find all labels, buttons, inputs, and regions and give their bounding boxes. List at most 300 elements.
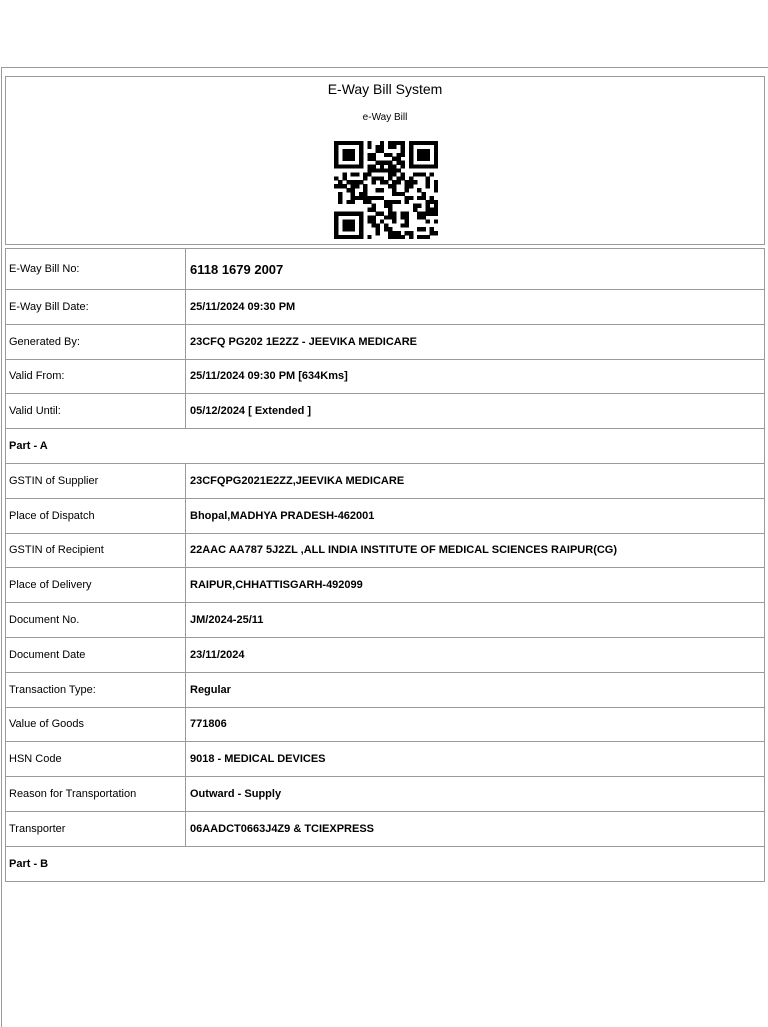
qr-module bbox=[396, 161, 400, 165]
qr-module bbox=[388, 208, 392, 212]
qr-module bbox=[342, 149, 346, 153]
qr-module bbox=[417, 141, 421, 145]
qr-module bbox=[334, 141, 338, 145]
qr-module bbox=[334, 219, 338, 223]
qr-module bbox=[388, 172, 392, 176]
qr-module bbox=[409, 157, 413, 161]
qr-module bbox=[376, 168, 380, 172]
qr-module bbox=[401, 223, 405, 227]
qr-module bbox=[388, 184, 392, 188]
qr-module bbox=[421, 227, 425, 231]
qr-module bbox=[434, 212, 438, 216]
gstin-recipient-label: GSTIN of Recipient bbox=[6, 533, 186, 568]
table-row bbox=[6, 324, 765, 359]
qr-module bbox=[401, 161, 405, 165]
qr-module bbox=[376, 196, 380, 200]
qr-module bbox=[401, 212, 405, 216]
qr-module bbox=[338, 180, 342, 184]
qr-module bbox=[363, 192, 367, 196]
qr-module bbox=[371, 157, 375, 161]
table-row bbox=[6, 707, 765, 742]
qr-module bbox=[367, 215, 371, 219]
qr-module bbox=[346, 165, 350, 169]
qr-module bbox=[430, 208, 434, 212]
valid-until-label: Valid Until: bbox=[6, 394, 186, 429]
qr-module bbox=[405, 212, 409, 216]
qr-module bbox=[342, 223, 346, 227]
qr-module bbox=[346, 212, 350, 216]
qr-module bbox=[413, 204, 417, 208]
qr-module bbox=[396, 235, 400, 239]
qr-module bbox=[426, 204, 430, 208]
qr-module bbox=[351, 192, 355, 196]
qr-module bbox=[376, 227, 380, 231]
qr-module bbox=[367, 145, 371, 149]
eway-bill-date-label: E-Way Bill Date: bbox=[6, 290, 186, 325]
qr-module bbox=[426, 208, 430, 212]
place-of-dispatch-value: Bhopal,MADHYA PRADESH-462001 bbox=[186, 498, 765, 533]
section-row bbox=[6, 429, 765, 464]
qr-module bbox=[342, 219, 346, 223]
qr-module bbox=[392, 235, 396, 239]
qr-module bbox=[380, 161, 384, 165]
valid-from-label: Valid From: bbox=[6, 359, 186, 394]
qr-module bbox=[376, 188, 380, 192]
qr-module bbox=[376, 176, 380, 180]
qr-module bbox=[351, 219, 355, 223]
place-of-delivery-value: RAIPUR,CHHATTISGARH-492099 bbox=[186, 568, 765, 603]
qr-module bbox=[434, 231, 438, 235]
qr-module bbox=[351, 188, 355, 192]
qr-module bbox=[434, 145, 438, 149]
qr-module bbox=[430, 200, 434, 204]
qr-module bbox=[388, 145, 392, 149]
qr-module bbox=[401, 141, 405, 145]
qr-module bbox=[430, 231, 434, 235]
header-box bbox=[5, 76, 765, 245]
qr-module bbox=[417, 196, 421, 200]
qr-module bbox=[338, 184, 342, 188]
qr-module bbox=[380, 176, 384, 180]
qr-module bbox=[405, 219, 409, 223]
qr-module bbox=[396, 200, 400, 204]
transporter-label: Transporter bbox=[6, 811, 186, 846]
qr-module bbox=[346, 180, 350, 184]
qr-module bbox=[376, 161, 380, 165]
qr-module bbox=[359, 219, 363, 223]
table-row bbox=[6, 533, 765, 568]
qr-module bbox=[371, 176, 375, 180]
qr-module bbox=[434, 165, 438, 169]
hsn-code-value: 9018 - MEDICAL DEVICES bbox=[186, 742, 765, 777]
qr-module bbox=[413, 180, 417, 184]
table-row bbox=[6, 672, 765, 707]
qr-module bbox=[359, 141, 363, 145]
qr-module bbox=[405, 184, 409, 188]
qr-module bbox=[409, 165, 413, 169]
qr-module bbox=[426, 219, 430, 223]
qr-module bbox=[334, 212, 338, 216]
table-row bbox=[6, 463, 765, 498]
qr-module bbox=[430, 172, 434, 176]
qr-module bbox=[384, 153, 388, 157]
qr-module bbox=[421, 192, 425, 196]
qr-module bbox=[409, 149, 413, 153]
qr-module bbox=[367, 141, 371, 145]
qr-module bbox=[371, 219, 375, 223]
qr-module bbox=[430, 196, 434, 200]
qr-module bbox=[380, 196, 384, 200]
qr-module bbox=[384, 168, 388, 172]
qr-module bbox=[405, 223, 409, 227]
qr-module bbox=[363, 188, 367, 192]
qr-module bbox=[359, 223, 363, 227]
qr-module bbox=[371, 180, 375, 184]
qr-module bbox=[351, 180, 355, 184]
qr-module bbox=[371, 165, 375, 169]
qr-module bbox=[334, 161, 338, 165]
qr-module bbox=[376, 212, 380, 216]
qr-module bbox=[417, 215, 421, 219]
qr-module bbox=[380, 145, 384, 149]
qr-code bbox=[334, 141, 438, 239]
qr-module bbox=[371, 208, 375, 212]
document-date-label: Document Date bbox=[6, 637, 186, 672]
qr-module bbox=[359, 212, 363, 216]
qr-module bbox=[334, 184, 338, 188]
qr-module bbox=[430, 141, 434, 145]
qr-module bbox=[371, 153, 375, 157]
qr-module bbox=[376, 223, 380, 227]
qr-module bbox=[342, 184, 346, 188]
qr-module bbox=[380, 149, 384, 153]
qr-module bbox=[371, 215, 375, 219]
qr-module bbox=[413, 172, 417, 176]
qr-module bbox=[338, 235, 342, 239]
qr-module bbox=[359, 192, 363, 196]
qr-module bbox=[396, 157, 400, 161]
qr-module bbox=[380, 212, 384, 216]
qr-module bbox=[359, 196, 363, 200]
qr-module bbox=[351, 184, 355, 188]
reason-transport-value: Outward - Supply bbox=[186, 777, 765, 812]
qr-module bbox=[342, 153, 346, 157]
qr-module bbox=[430, 227, 434, 231]
qr-module bbox=[409, 145, 413, 149]
qr-module bbox=[392, 141, 396, 145]
qr-module bbox=[392, 219, 396, 223]
qr-module bbox=[384, 200, 388, 204]
qr-module bbox=[367, 172, 371, 176]
qr-module bbox=[338, 212, 342, 216]
qr-module bbox=[359, 231, 363, 235]
qr-module bbox=[384, 180, 388, 184]
qr-module bbox=[434, 184, 438, 188]
qr-module bbox=[367, 153, 371, 157]
qr-module bbox=[409, 161, 413, 165]
qr-module bbox=[359, 165, 363, 169]
qr-module bbox=[426, 176, 430, 180]
qr-module bbox=[359, 215, 363, 219]
qr-module bbox=[367, 235, 371, 239]
qr-module bbox=[376, 145, 380, 149]
qr-module bbox=[417, 157, 421, 161]
qr-module bbox=[371, 168, 375, 172]
qr-module bbox=[426, 180, 430, 184]
qr-module bbox=[421, 157, 425, 161]
qr-module bbox=[334, 149, 338, 153]
gstin-recipient-value: 22AAC AA787 5J2ZL ,ALL INDIA INSTITUTE OF MEDICAL SCIENCES RAIPUR(CG) bbox=[186, 533, 765, 568]
qr-module bbox=[430, 165, 434, 169]
qr-module bbox=[409, 141, 413, 145]
qr-module bbox=[388, 212, 392, 216]
qr-module bbox=[351, 149, 355, 153]
table-row bbox=[6, 637, 765, 672]
qr-module bbox=[359, 153, 363, 157]
place-of-delivery-label: Place of Delivery bbox=[6, 568, 186, 603]
table-row bbox=[6, 498, 765, 533]
qr-module bbox=[367, 200, 371, 204]
table-row bbox=[6, 568, 765, 603]
qr-module bbox=[363, 172, 367, 176]
qr-module bbox=[367, 168, 371, 172]
qr-module bbox=[409, 153, 413, 157]
qr-module bbox=[405, 200, 409, 204]
qr-module bbox=[392, 145, 396, 149]
transaction-type-label: Transaction Type: bbox=[6, 672, 186, 707]
qr-module bbox=[346, 141, 350, 145]
qr-module bbox=[401, 235, 405, 239]
qr-module bbox=[392, 184, 396, 188]
qr-module bbox=[367, 157, 371, 161]
qr-module bbox=[342, 212, 346, 216]
qr-module bbox=[396, 192, 400, 196]
qr-module bbox=[409, 196, 413, 200]
qr-module bbox=[392, 157, 396, 161]
qr-module bbox=[384, 223, 388, 227]
qr-module bbox=[355, 212, 359, 216]
qr-module bbox=[401, 165, 405, 169]
qr-module bbox=[359, 161, 363, 165]
qr-module bbox=[417, 153, 421, 157]
qr-module bbox=[342, 235, 346, 239]
qr-module bbox=[417, 165, 421, 169]
qr-module bbox=[355, 141, 359, 145]
qr-module bbox=[434, 157, 438, 161]
qr-module bbox=[396, 168, 400, 172]
qr-module bbox=[405, 231, 409, 235]
qr-module bbox=[334, 215, 338, 219]
qr-module bbox=[384, 161, 388, 165]
qr-module bbox=[355, 235, 359, 239]
qr-module bbox=[384, 227, 388, 231]
qr-module bbox=[388, 215, 392, 219]
qr-module bbox=[434, 219, 438, 223]
qr-module bbox=[434, 180, 438, 184]
qr-module bbox=[351, 223, 355, 227]
qr-module bbox=[417, 149, 421, 153]
qr-module bbox=[367, 208, 371, 212]
qr-module bbox=[334, 231, 338, 235]
qr-module bbox=[380, 188, 384, 192]
qr-module bbox=[401, 192, 405, 196]
qr-module bbox=[417, 204, 421, 208]
qr-module bbox=[426, 200, 430, 204]
qr-module bbox=[421, 149, 425, 153]
qr-module bbox=[434, 141, 438, 145]
qr-module bbox=[334, 153, 338, 157]
gstin-supplier-label: GSTIN of Supplier bbox=[6, 463, 186, 498]
qr-module bbox=[392, 188, 396, 192]
qr-module bbox=[392, 231, 396, 235]
qr-module bbox=[338, 192, 342, 196]
qr-module bbox=[396, 153, 400, 157]
qr-module bbox=[417, 227, 421, 231]
qr-module bbox=[388, 141, 392, 145]
transaction-type-value: Regular bbox=[186, 672, 765, 707]
qr-module bbox=[396, 141, 400, 145]
qr-module bbox=[359, 180, 363, 184]
qr-module bbox=[426, 212, 430, 216]
reason-transport-label: Reason for Transportation bbox=[6, 777, 186, 812]
qr-module bbox=[421, 196, 425, 200]
qr-module bbox=[434, 204, 438, 208]
qr-module bbox=[401, 176, 405, 180]
qr-module bbox=[421, 235, 425, 239]
qr-module bbox=[351, 212, 355, 216]
qr-module bbox=[342, 165, 346, 169]
qr-module bbox=[434, 153, 438, 157]
qr-module bbox=[396, 176, 400, 180]
part-a-heading: Part - A bbox=[6, 429, 765, 464]
table-row bbox=[6, 249, 765, 290]
qr-module bbox=[342, 172, 346, 176]
qr-module bbox=[338, 200, 342, 204]
qr-module bbox=[380, 180, 384, 184]
qr-module bbox=[421, 212, 425, 216]
qr-module bbox=[426, 165, 430, 169]
qr-module bbox=[426, 149, 430, 153]
qr-module bbox=[434, 149, 438, 153]
qr-module bbox=[346, 200, 350, 204]
qr-module bbox=[351, 165, 355, 169]
valid-from-value: 25/11/2024 09:30 PM [634Kms] bbox=[186, 359, 765, 394]
qr-module bbox=[396, 231, 400, 235]
table-row bbox=[6, 290, 765, 325]
qr-module bbox=[334, 227, 338, 231]
details-table bbox=[5, 248, 765, 882]
generated-by-label: Generated By: bbox=[6, 324, 186, 359]
qr-module bbox=[405, 196, 409, 200]
qr-module bbox=[388, 161, 392, 165]
qr-module bbox=[380, 219, 384, 223]
section-row bbox=[6, 846, 765, 881]
qr-module bbox=[392, 168, 396, 172]
qr-module bbox=[401, 215, 405, 219]
qr-module bbox=[359, 227, 363, 231]
table-row bbox=[6, 811, 765, 846]
table-row bbox=[6, 603, 765, 638]
qr-module bbox=[363, 196, 367, 200]
table-row bbox=[6, 359, 765, 394]
qr-module bbox=[417, 188, 421, 192]
qr-module bbox=[351, 172, 355, 176]
qr-module bbox=[409, 184, 413, 188]
qr-module bbox=[355, 172, 359, 176]
hsn-code-label: HSN Code bbox=[6, 742, 186, 777]
qr-module bbox=[388, 231, 392, 235]
bill-subtitle: e-Way Bill bbox=[362, 112, 408, 123]
qr-module bbox=[426, 153, 430, 157]
qr-module bbox=[346, 235, 350, 239]
qr-module bbox=[351, 200, 355, 204]
qr-module bbox=[434, 161, 438, 165]
qr-module bbox=[413, 141, 417, 145]
qr-module bbox=[409, 180, 413, 184]
place-of-dispatch-label: Place of Dispatch bbox=[6, 498, 186, 533]
qr-module bbox=[426, 141, 430, 145]
qr-module bbox=[434, 188, 438, 192]
qr-module bbox=[401, 149, 405, 153]
qr-module bbox=[409, 231, 413, 235]
table-row bbox=[6, 777, 765, 812]
qr-module bbox=[380, 165, 384, 169]
document-date-value: 23/11/2024 bbox=[186, 637, 765, 672]
generated-by-value: 23CFQ PG202 1E2ZZ - JEEVIKA MEDICARE bbox=[186, 324, 765, 359]
qr-module bbox=[346, 157, 350, 161]
qr-module bbox=[417, 212, 421, 216]
qr-module bbox=[338, 141, 342, 145]
qr-module bbox=[334, 145, 338, 149]
transporter-value: 06AADCT0663J4Z9 & TCIEXPRESS bbox=[186, 811, 765, 846]
qr-module bbox=[342, 227, 346, 231]
qr-module bbox=[380, 141, 384, 145]
qr-module bbox=[371, 204, 375, 208]
eway-bill-date-value: 25/11/2024 09:30 PM bbox=[186, 290, 765, 325]
qr-module bbox=[384, 204, 388, 208]
qr-module bbox=[355, 196, 359, 200]
qr-module bbox=[359, 235, 363, 239]
qr-module bbox=[363, 200, 367, 204]
value-of-goods-label: Value of Goods bbox=[6, 707, 186, 742]
qr-module bbox=[371, 223, 375, 227]
qr-module bbox=[338, 196, 342, 200]
qr-module bbox=[380, 168, 384, 172]
qr-module bbox=[421, 165, 425, 169]
eway-bill-no-value: 6118 1679 2007 bbox=[186, 249, 765, 290]
qr-module bbox=[384, 215, 388, 219]
qr-module bbox=[392, 215, 396, 219]
qr-module bbox=[351, 153, 355, 157]
qr-module bbox=[359, 145, 363, 149]
qr-module bbox=[421, 153, 425, 157]
qr-module bbox=[417, 172, 421, 176]
qr-module bbox=[355, 165, 359, 169]
qr-module bbox=[434, 208, 438, 212]
qr-module bbox=[392, 192, 396, 196]
qr-module bbox=[421, 172, 425, 176]
qr-module bbox=[355, 184, 359, 188]
qr-module bbox=[388, 165, 392, 169]
qr-module bbox=[342, 176, 346, 180]
qr-module bbox=[371, 196, 375, 200]
eway-bill-no-label: E-Way Bill No: bbox=[6, 249, 186, 290]
qr-module bbox=[351, 196, 355, 200]
qr-module bbox=[351, 157, 355, 161]
qr-module bbox=[338, 165, 342, 169]
qr-module bbox=[417, 235, 421, 239]
qr-module bbox=[388, 227, 392, 231]
